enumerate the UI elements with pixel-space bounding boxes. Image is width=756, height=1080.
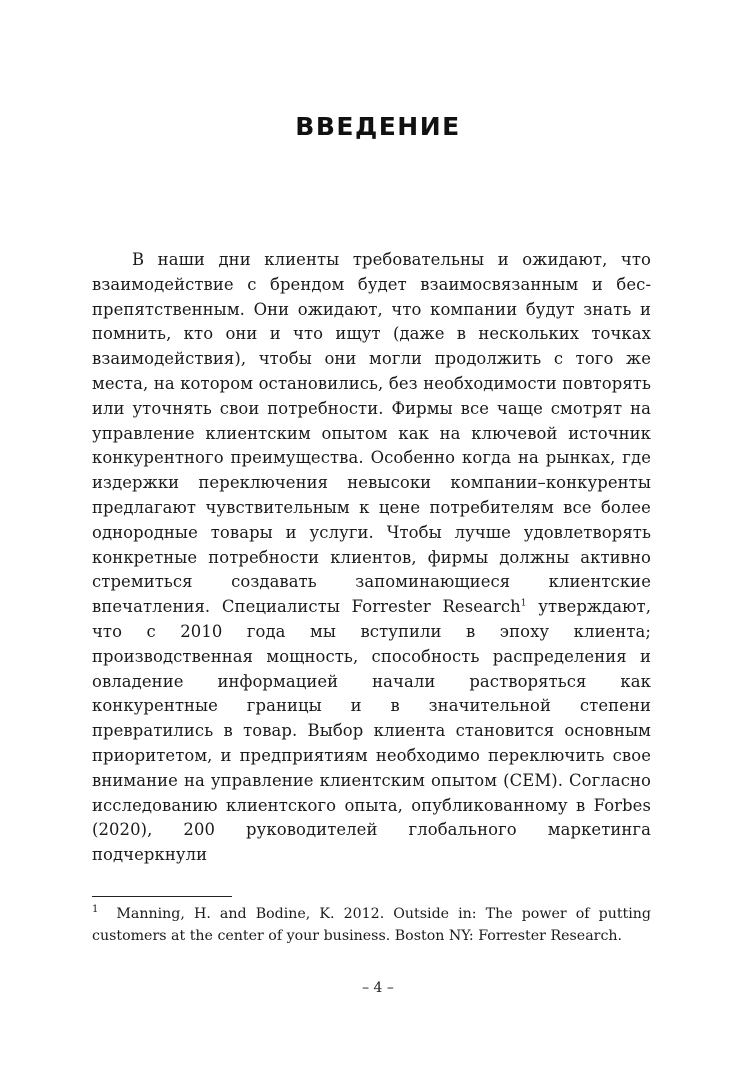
footnote [92, 904, 651, 947]
footnote-separator [92, 896, 232, 897]
paragraph-text-end: утверждают, что с 2010 года мы вступили в эпоху клиента; производственная мощность, способность распределения и овладение информацией начали растворяться как конкурентные границы и в значительной степени превратились в товар. Выбор клиента становится основным приоритетом, и предприятиям необходимо переключить свое внимание на управление клиентским опытом (CEM). Согласно исследованию клиентского опыта, опубликованному в Forbes (2020), 200 руководителей глобального маркетинга подчеркнули [92, 597, 652, 865]
page-title: ВВЕДЕНИЕ [295, 112, 461, 141]
footnote-reference: 1 [520, 598, 527, 609]
body-paragraph [92, 248, 651, 868]
page-number: – 4 – [362, 980, 394, 996]
footnote-text: Manning, H. and Bodine, K. 2012. Outside in: The power of putting customers at the center of your business. Boston NY: Forrester Research. [92, 906, 651, 944]
paragraph-text-start: В наши дни клиенты требовательны и ожидают, что взаимодействие с брендом будет взаимосвязанным и беспрепятственным. Они ожидают, что компании будут знать и помнить, кто они и что ищут (даже в нескольких точках взаимодействия), чтобы они могли продолжить с того же места, на котором остановились, без необходимости повторять или уточнять свои потребности. Фирмы все чаще смотрят на управление клиентским опытом как на ключевой источник конкурентного преимущества. Особенно когда на рынках, где издержки переключения невысоки компании–конкуренты предлагают чувствительным к цене потребителям все более однородные товары и услуги. Чтобы лучше удовлетворять конкретные потребности клиентов, фирмы должны активно стремиться создавать запоминающиеся клиентские впечатления. Специалисты Forrester Research [92, 250, 651, 617]
footnote-number: 1 [92, 904, 99, 916]
